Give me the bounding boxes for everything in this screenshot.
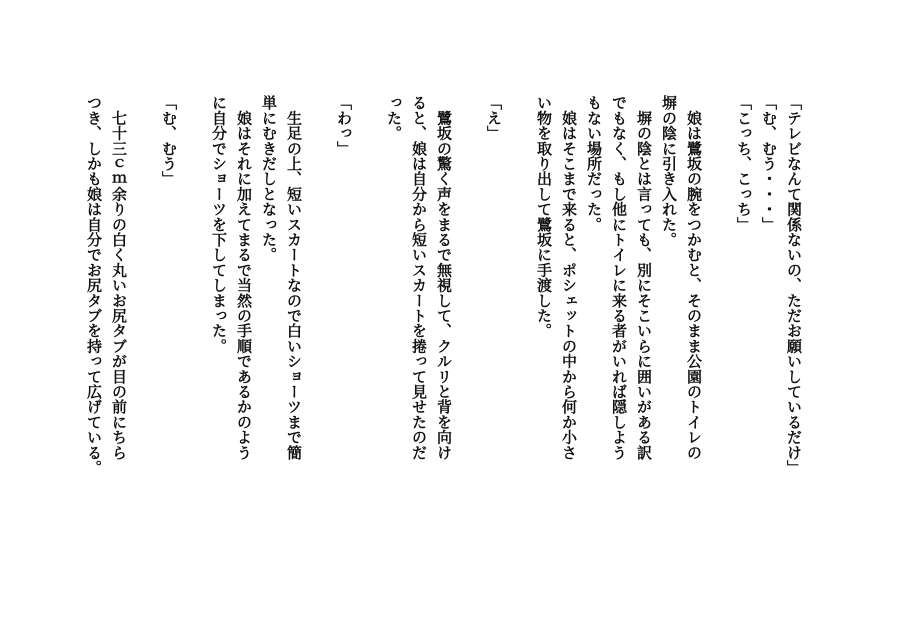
text-line: もない場所だった。 xyxy=(585,95,603,232)
text-line: 鷺坂の驚く声をまるで無視して、クルリと背を向け xyxy=(435,95,453,460)
blank-line xyxy=(706,95,731,555)
text-line: に自分でショーツを下してしまった。 xyxy=(210,95,228,354)
text-line: 「こっち、こっち」 xyxy=(735,95,753,232)
text-line: つき、しかも娘は自分でお尻タブを持って広げている。 xyxy=(85,95,103,475)
text-line: 塀の陰とは言っても、別にそこいらに囲いがある訳 xyxy=(635,95,653,460)
text-line: 娘はそこまで来ると、ポシェットの中から何か小さ xyxy=(560,95,578,460)
text-line: 「む、むう・・・」 xyxy=(760,95,778,232)
text-line: 「テレビなんて関係ないの、ただお願いしているだけ」 xyxy=(785,95,803,475)
blank-line xyxy=(306,95,331,555)
blank-line xyxy=(181,95,206,555)
vertical-text-body xyxy=(81,95,806,555)
blank-line xyxy=(356,95,381,555)
blank-line xyxy=(506,95,531,555)
text-line: 娘は鷺坂の腕をつかむと、そのまま公園のトイレの xyxy=(685,95,703,460)
text-line: った。 xyxy=(385,95,403,141)
text-line: い物を取り出して鷺坂に手渡した。 xyxy=(535,95,553,339)
text-line: 「わっ」 xyxy=(335,95,353,156)
text-line: ると、娘は自分から短いスカートを捲って見せたのだ xyxy=(410,95,428,460)
text-line: 娘はそれに加えてまるで当然の手順であるかのよう xyxy=(235,95,253,460)
blank-line xyxy=(131,95,156,555)
blank-line xyxy=(456,95,481,555)
text-line: 生足の上、短いスカートなので白いショーツまで簡 xyxy=(285,95,303,460)
text-line: 七十三ｃｍ余りの白く丸いお尻タブが目の前にちら xyxy=(110,95,128,460)
text-line: 塀の陰に引き入れた。 xyxy=(660,95,678,247)
text-line: でもなく、もし他にトイレに来る者がいれば隠しよう xyxy=(610,95,628,460)
text-line: 「え」 xyxy=(485,95,503,141)
text-line: 単にむきだしとなった。 xyxy=(260,95,278,263)
text-line: 「む、むう」 xyxy=(160,95,178,187)
